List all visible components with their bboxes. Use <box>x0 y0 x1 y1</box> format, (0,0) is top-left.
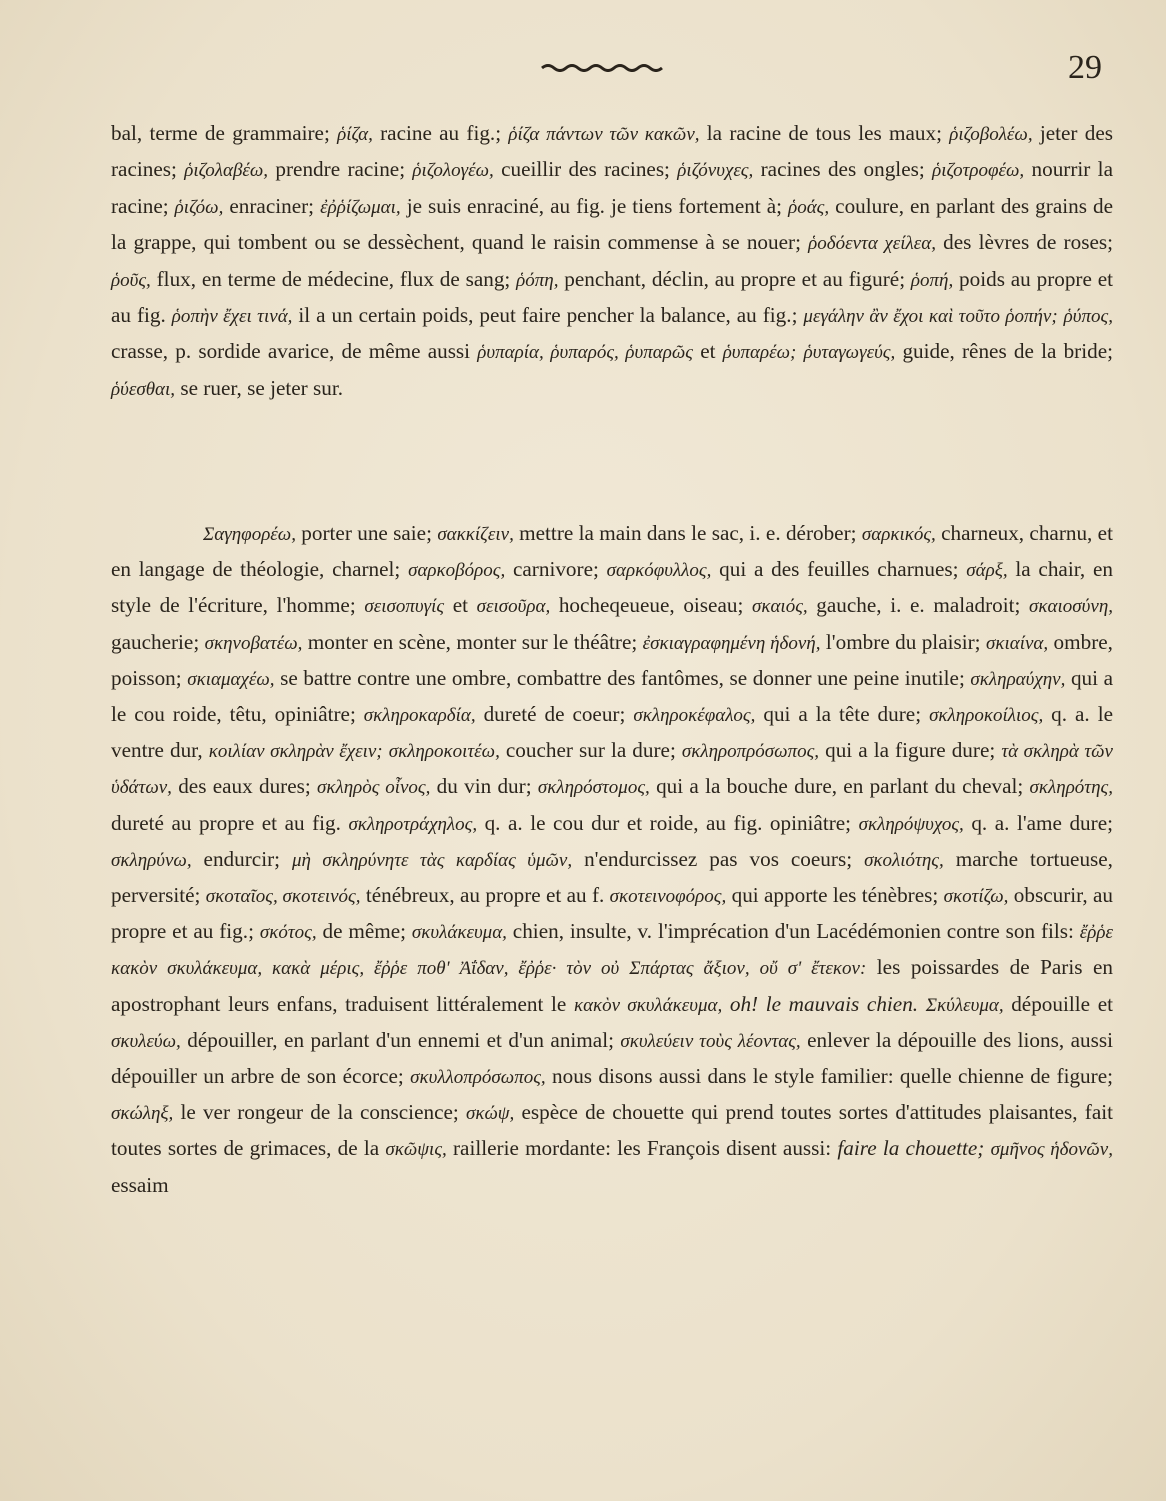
greek-term: ῥυπαρία, ῥυπαρός, ῥυπαρῶς <box>477 342 693 364</box>
greek-term: σαρκόφυλλος, <box>606 560 712 582</box>
page-number: 29 <box>1068 49 1102 86</box>
greek-term: σακκίζειν, <box>437 524 514 545</box>
greek-term: ῥιζοβολέω, <box>949 124 1033 145</box>
greek-term: ῥοπὴν ἔχει τινά, <box>171 306 293 328</box>
french-text: marche tortueuse, perversité; <box>111 846 1113 908</box>
greek-term: ἐῤῥίζωμαι, <box>320 196 401 218</box>
french-text: la racine de tous les maux; <box>699 121 950 145</box>
greek-term: σκληροκαρδία, <box>363 705 476 727</box>
french-text: des lèvres de roses; <box>936 230 1113 255</box>
french-text: q. a. le cou dur et roide, au fig. opiniâtre; <box>477 810 859 835</box>
french-text: carnivore; <box>505 557 607 582</box>
greek-term: σκυλλοπρόσωπος, <box>410 1067 546 1089</box>
greek-term: σκηνοβατέω, <box>204 632 303 654</box>
french-text: chien, insulte, v. l'imprécation d'un Lacédémonien contre son fils: <box>506 919 1080 944</box>
page-header <box>0 44 1166 94</box>
greek-term: σκοταῖος, σκοτεινός, <box>205 886 361 908</box>
french-text: raillerie mordante: les François disent aussi: <box>446 1136 838 1161</box>
french-text: la chair, en style de l'écriture, l'homme; <box>111 557 1113 618</box>
french-text: charneux, charnu, et en langage de théologie, charnel; <box>111 521 1113 582</box>
greek-term: ἐσκιαγραφημένη ἡδονή, <box>642 632 821 654</box>
greek-term: σκληρότης, <box>1029 777 1113 799</box>
french-text: mettre la main dans le sac, i. e. dérober; <box>513 521 862 545</box>
french-text: et <box>444 593 477 618</box>
french-text: qui a la figure dure; <box>819 738 1002 763</box>
french-text: qui a la tête dure; <box>755 702 930 727</box>
french-text: hocheqeueue, oiseau; <box>550 593 752 618</box>
french-text: dépouille et <box>1003 991 1113 1016</box>
greek-term: σκυλάκευμα, <box>411 922 507 944</box>
italic-phrase: faire la chouette; <box>837 1136 985 1161</box>
greek-term: σκληραύχην, <box>970 668 1066 690</box>
french-text: essaim <box>111 1172 169 1197</box>
french-text: espèce de chouette qui prend toutes sortes d'attitudes plaisantes, fait toutes sortes de grimaces, de la <box>111 1100 1113 1161</box>
french-text: bal, terme de grammaire; <box>111 121 338 145</box>
greek-term: Σαγηφορέω, <box>203 524 296 545</box>
french-text: de même; <box>316 919 412 944</box>
greek-term: μὴ σκληρύνητε τὰς καρδίας ὑμῶν, <box>292 849 573 871</box>
french-text: porter une saie; <box>295 521 438 545</box>
french-text: qui a des feuilles charnues; <box>711 557 967 582</box>
french-text: ténébreux, au propre et au f. <box>360 883 610 908</box>
french-text: prendre racine; <box>268 157 413 182</box>
greek-term: σκώψ, <box>465 1103 515 1125</box>
greek-term: ῥοῦς, <box>111 269 151 291</box>
french-text: nous disons aussi dans le style familier: quelle chienne de figure; <box>545 1064 1113 1089</box>
french-text: crasse, p. sordide avarice, de même aussi <box>111 339 478 364</box>
french-text: flux, en terme de médecine, flux de sang; <box>150 266 517 291</box>
french-text: ombre, poisson; <box>111 629 1113 690</box>
greek-term: ῥιζόω, <box>174 196 224 218</box>
greek-term: Σκύλευμα, <box>925 994 1004 1016</box>
french-text: se battre contre une ombre, combattre des fantômes, se donner une peine inutile; <box>274 665 971 690</box>
greek-term: τὰ σκληρὰ τῶν ὑδάτων, <box>111 741 1113 799</box>
french-text: et <box>693 339 723 364</box>
french-text: dureté de coeur; <box>475 702 634 727</box>
wavy-rule-ornament <box>540 62 664 72</box>
greek-term: ῥυπαρέω; <box>722 342 797 364</box>
french-text: gaucherie; <box>111 629 205 654</box>
greek-term: σκότος, <box>259 922 317 944</box>
greek-term: σεισοῦρα, <box>476 596 551 618</box>
greek-term: ῥιζόνυχες, <box>677 160 754 182</box>
french-text <box>722 992 730 1016</box>
french-text: racine au fig.; <box>372 121 509 145</box>
greek-term: σκυλεύειν τοὺς λέοντας, <box>620 1030 801 1052</box>
french-text: je suis enraciné, au fig. je tiens fortement à; <box>400 193 789 218</box>
greek-term: μεγάλην ἂν ἔχοι καὶ τοῦτο ῥοπήν; <box>803 306 1058 328</box>
greek-term: σκοτίζω, <box>943 886 1009 908</box>
french-text: obscurir, au propre et au fig.; <box>111 883 1113 944</box>
french-text <box>918 992 926 1016</box>
greek-term: σκυλεύω, <box>111 1030 181 1052</box>
greek-term: σκῶψις, <box>385 1139 447 1161</box>
french-text <box>796 339 803 363</box>
greek-term: ῥιζολαβέω, <box>184 160 269 182</box>
french-text: poids au propre et au fig. <box>111 266 1113 328</box>
greek-term: κοιλίαν σκληρὰν ἔχειν; <box>208 741 383 763</box>
french-text: coulure, en parlant des grains de la grappe, qui tombent ou se dessèchent, quand le raisin commense à se nouer; <box>111 193 1113 255</box>
greek-term: σκληρόστομος, <box>537 777 650 799</box>
greek-term: σκληρόψυχος, <box>858 813 964 835</box>
french-text: monter en scène, monter sur le théâtre; <box>302 629 643 654</box>
greek-term: σκληροκοιτέω, <box>388 741 500 763</box>
greek-term: σκοτεινοφόρος, <box>609 886 727 908</box>
greek-term: ῥύεσθαι, <box>111 378 176 400</box>
greek-term: ῥυταγωγεύς, <box>803 342 896 364</box>
paragraph-continuation <box>111 116 1113 407</box>
greek-term: σαρκοβόρος, <box>408 560 506 582</box>
greek-term: ἔῤῥε κακὸν σκυλάκευμα, κακὰ μέρις, ἔῤῥε ποθ' Ἀΐδαν, ἔῤῥε· τὸν οὐ Σπάρτας ἄξιον, οὔ σ' ἔτεκον: <box>111 922 1114 980</box>
greek-term: σκώληξ, <box>111 1103 174 1125</box>
italic-phrase: oh! le mauvais chien. <box>729 991 919 1016</box>
greek-term: σαρκικός, <box>861 524 936 545</box>
french-text: des eaux dures; <box>171 774 318 799</box>
french-text: le ver rongeur de la conscience; <box>173 1100 466 1125</box>
french-text: coucher sur la dure; <box>499 738 682 763</box>
french-text: dureté au propre et au fig. <box>111 810 349 835</box>
greek-term: ῥοπή, <box>910 269 954 291</box>
french-text: gauche, i. e. maladroit; <box>807 593 1030 618</box>
greek-term: σεισοπυγίς <box>364 596 445 618</box>
greek-term: ῥοάς, <box>788 196 830 218</box>
greek-term: σκαιός, <box>751 596 808 618</box>
greek-term: ῥιζολογέω, <box>412 160 494 182</box>
french-text: il a un certain poids, peut faire pencher la balance, au fig.; <box>292 303 804 328</box>
greek-term: σκολιότης, <box>864 849 944 871</box>
greek-term: σκληροκοίλιος, <box>929 705 1044 727</box>
paragraph-sigma-entries <box>111 516 1113 1202</box>
french-text: enlever la dépouille des lions, aussi dépouiller un arbre de son écorce; <box>111 1027 1113 1089</box>
french-text: enraciner; <box>223 193 321 218</box>
french-text: penchant, déclin, au propre et au figuré; <box>558 266 911 291</box>
greek-term: ῥοδόεντα χείλεα, <box>808 233 936 255</box>
greek-term: σκληροτράχηλος, <box>348 813 478 835</box>
french-text: du vin dur; <box>430 774 538 799</box>
french-text: se ruer, se jeter sur. <box>175 375 344 400</box>
french-text: jeter des racines; <box>111 121 1113 182</box>
french-text: q. a. le ventre dur, <box>111 702 1113 763</box>
greek-term: σκληρὸς οἶνος, <box>317 777 431 799</box>
greek-term: σκληροκέφαλος, <box>633 705 756 727</box>
greek-term: σάρξ, <box>966 560 1008 582</box>
greek-term: σμῆνος ἡδονῶν, <box>990 1139 1113 1161</box>
greek-term: σκληροπρόσωπος, <box>681 741 820 763</box>
french-text: l'ombre du plaisir; <box>820 629 986 654</box>
french-text: dépouiller, en parlant d'un ennemi et d'un animal; <box>180 1027 621 1052</box>
french-text: n'endurcissez pas vos coeurs; <box>572 846 865 871</box>
french-text: racines des ongles; <box>753 157 933 182</box>
greek-term: ῥόπη, <box>516 269 559 291</box>
french-text: nourrir la racine; <box>111 157 1113 218</box>
french-text: qui a le cou roide, têtu, opiniâtre; <box>111 665 1114 727</box>
greek-term: κακὸν σκυλάκευμα, <box>573 994 723 1016</box>
french-text: qui apporte les ténèbres; <box>726 883 944 908</box>
greek-term: ῥύπος, <box>1063 306 1113 328</box>
french-text: guide, rênes de la bride; <box>895 339 1113 364</box>
french-text: q. a. l'ame dure; <box>963 810 1113 835</box>
greek-term: σκαιοσύνη, <box>1029 596 1113 618</box>
greek-term: σκιαίνα, <box>985 632 1049 654</box>
greek-term: σκιαμαχέω, <box>187 668 275 690</box>
greek-term: σκληρύνω, <box>111 849 192 871</box>
greek-term: ῥίζα, <box>337 124 373 145</box>
french-text: endurcir; <box>191 846 292 871</box>
french-text: les poissardes de Paris en apostrophant leurs enfans, traduisent littéralement le <box>111 955 1113 1016</box>
french-text: cueillir des racines; <box>493 157 678 182</box>
french-text: qui a la bouche dure, en parlant du cheval; <box>649 774 1030 799</box>
greek-term: ῥίζα πάντων τῶν κακῶν, <box>508 124 700 145</box>
greek-term: ῥιζοτροφέω, <box>932 160 1025 182</box>
